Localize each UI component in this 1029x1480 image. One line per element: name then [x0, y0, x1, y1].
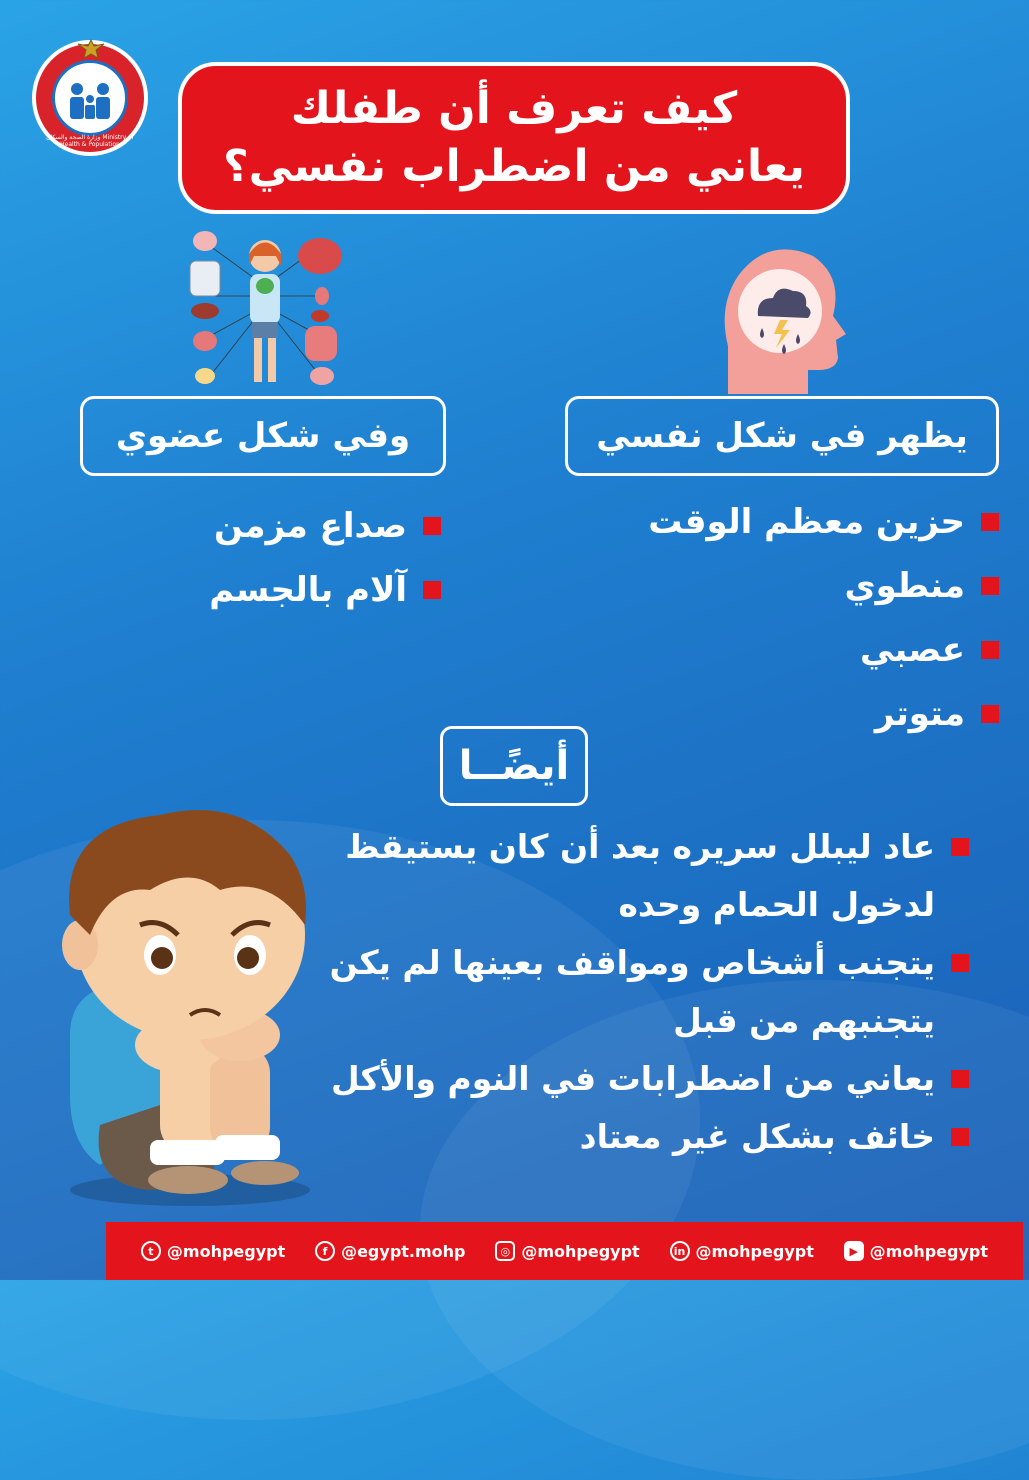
item-text: عصبي: [859, 630, 965, 670]
social-footer: [106, 1222, 1023, 1280]
bullet-marker: [951, 954, 969, 972]
list-item: [329, 1050, 969, 1108]
linkedin-icon: in: [670, 1241, 690, 1261]
twitter-link[interactable]: [141, 1241, 285, 1261]
physical-list: [209, 494, 441, 622]
bullet-marker: [951, 838, 969, 856]
list-item: [329, 1108, 969, 1166]
facebook-handle: @egypt.mohp: [341, 1241, 466, 1261]
list-item: [648, 682, 999, 746]
list-line: [329, 934, 969, 992]
physical-heading-box: [80, 396, 446, 476]
also-heading-box: [440, 726, 588, 806]
item-text: يعاني من اضطرابات في النوم والأكل: [331, 1059, 935, 1098]
eagle-emblem-icon: [76, 38, 106, 60]
instagram-icon: ◎: [495, 1241, 515, 1261]
title-line-2: يعاني من اضطراب نفسي؟: [223, 141, 805, 192]
youtube-handle: @mohpegypt: [869, 1241, 989, 1261]
logo-ring-text: وزارة الصحة والسكان Ministry of Health & Population: [46, 134, 134, 148]
bullet-marker: [423, 517, 441, 535]
item-text: منطوي: [844, 566, 965, 606]
twitter-handle: @mohpegypt: [166, 1241, 286, 1261]
bullet-marker: [981, 577, 999, 595]
bullet-marker: [981, 641, 999, 659]
psychological-heading: يظهر في شكل نفسي: [596, 416, 968, 456]
bullet-marker: [981, 513, 999, 531]
list-item: [329, 818, 969, 934]
also-heading: أيضًــا: [458, 743, 570, 789]
bullet-marker: [423, 581, 441, 599]
list-item: [209, 558, 441, 622]
list-item: [648, 554, 999, 618]
linkedin-link[interactable]: [670, 1241, 814, 1261]
title-line-1: كيف تعرف أن طفلك: [290, 83, 738, 134]
sad-child-illustration: [40, 795, 330, 1215]
bullet-marker: [951, 1070, 969, 1088]
organs-illustration: [180, 226, 350, 392]
logo-family-icon: [52, 60, 128, 136]
instagram-handle: @mohpegypt: [521, 1241, 640, 1261]
list-line-continued: لدخول الحمام وحده: [618, 885, 935, 924]
title-banner: [178, 62, 850, 214]
facebook-link[interactable]: [315, 1241, 465, 1261]
youtube-link[interactable]: [844, 1241, 988, 1261]
list-item: [329, 934, 969, 1050]
list-item: [209, 494, 441, 558]
item-text: حزين معظم الوقت: [648, 502, 965, 542]
bullet-marker: [981, 705, 999, 723]
youtube-icon: ▶: [844, 1241, 864, 1261]
linkedin-handle: @mohpegypt: [695, 1241, 814, 1261]
item-text: يتجنب أشخاص ومواقف بعينها لم يكن: [329, 943, 935, 982]
head-storm-illustration: [718, 236, 848, 394]
physical-heading: وفي شكل عضوي: [115, 416, 411, 456]
bullet-marker: [951, 1128, 969, 1146]
twitter-icon: t: [141, 1241, 161, 1261]
item-text: خائف بشكل غير معتاد: [579, 1117, 935, 1156]
item-text: آلام بالجسم: [209, 570, 407, 610]
item-text: صداع مزمن: [213, 506, 407, 546]
list-line: [329, 1108, 969, 1166]
item-text: عاد ليبلل سريره بعد أن كان يستيقظ: [345, 827, 935, 866]
psychological-list: [648, 490, 999, 746]
list-line-continued: يتجنبهم من قبل: [673, 1001, 935, 1040]
ministry-logo: [32, 40, 148, 156]
list-item: [648, 618, 999, 682]
psychological-heading-box: [565, 396, 999, 476]
list-line: [329, 818, 969, 876]
instagram-link[interactable]: [495, 1241, 639, 1261]
also-list: [329, 818, 969, 1166]
item-text: متوتر: [874, 694, 965, 734]
list-item: [648, 490, 999, 554]
list-line: [329, 1050, 969, 1108]
facebook-icon: f: [315, 1241, 335, 1261]
